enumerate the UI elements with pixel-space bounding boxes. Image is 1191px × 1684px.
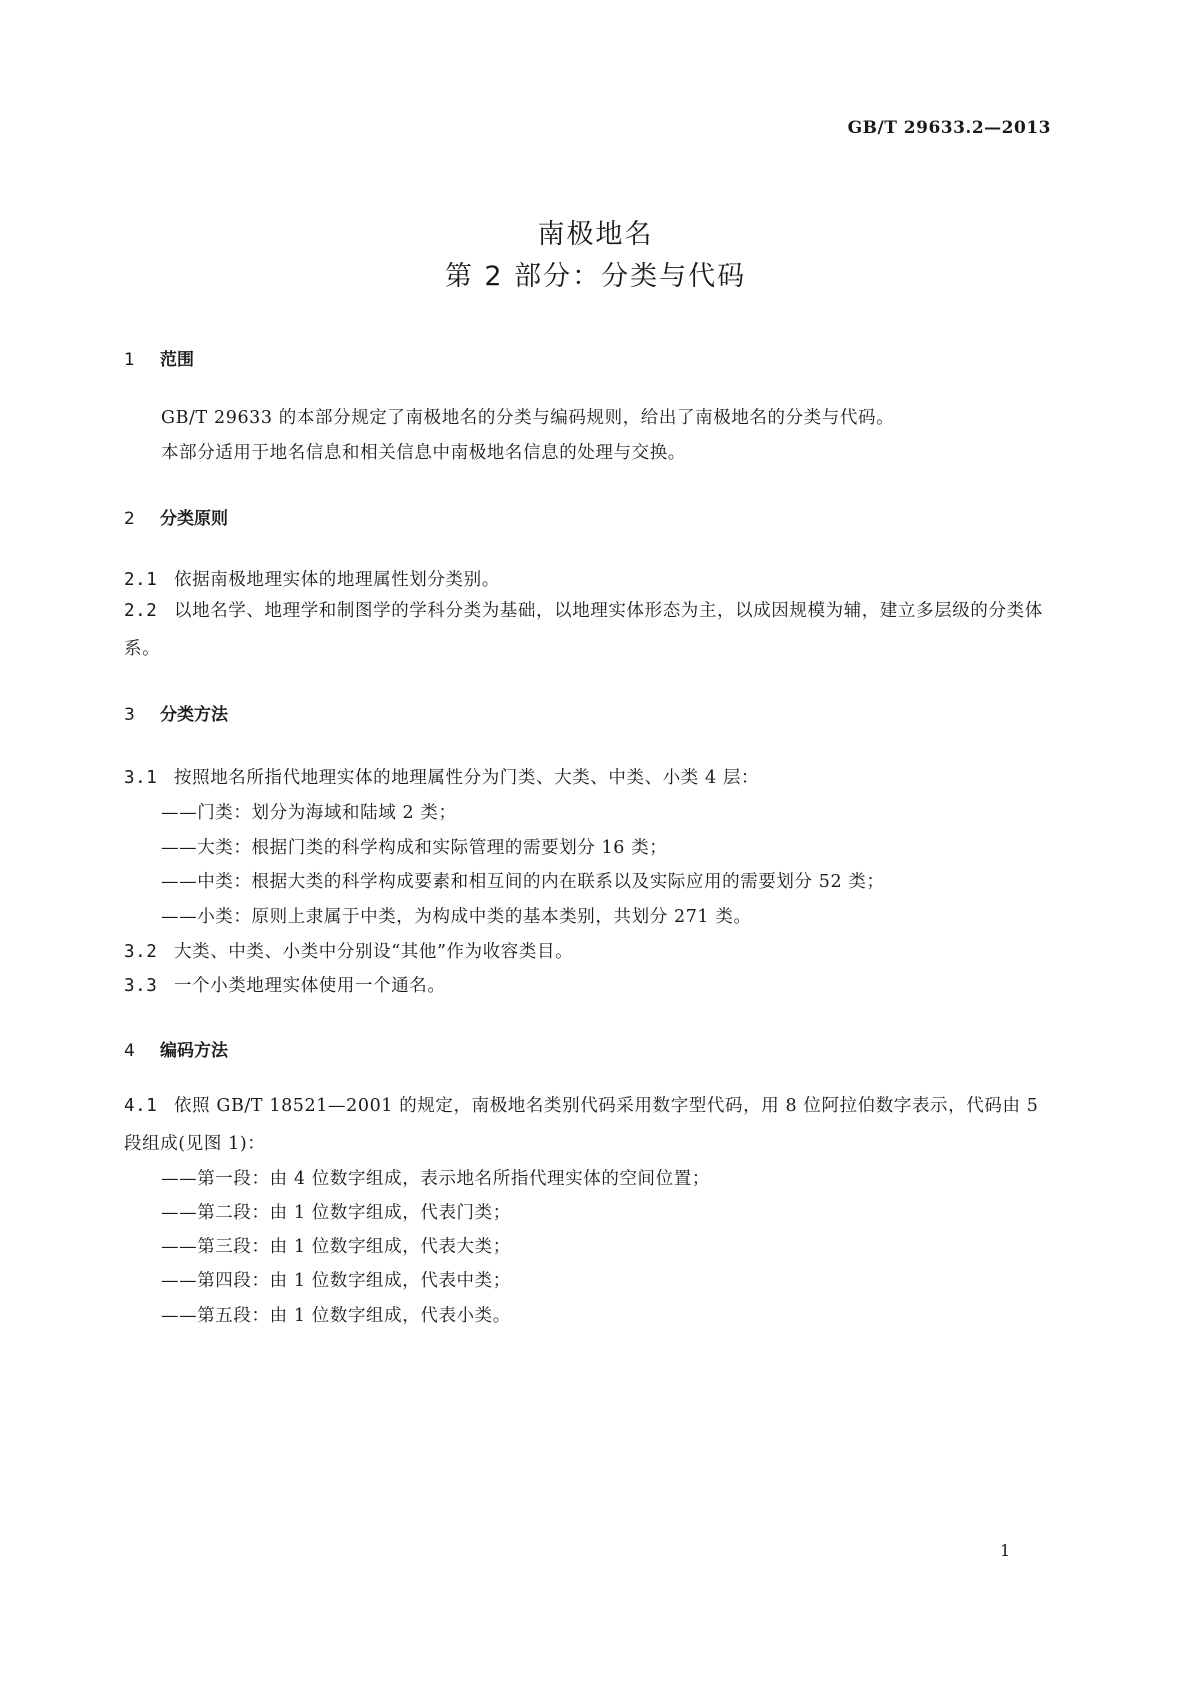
clause-text: 依照 GB/T 18521—2001 的规定，南极地名类别代码采用数字型代码，用 8 位阿拉伯数字表示，代码由 5 段组成(见图 1)： (124, 1096, 1039, 1154)
section-2-heading (124, 504, 228, 529)
clause-number: 3.2 (124, 942, 158, 962)
list-item: ——第三段：由 1 位数字组成，代表大类； (161, 1237, 511, 1257)
section-4-heading (124, 1036, 228, 1061)
clause-3-2 (124, 938, 573, 963)
section-number: 4 (124, 1041, 135, 1061)
section-number: 1 (124, 350, 135, 370)
section-number: 2 (124, 509, 135, 529)
list-item: ——第二段：由 1 位数字组成，代表门类； (161, 1203, 511, 1223)
standard-number: GB/T 29633.2—2013 (847, 118, 1051, 138)
list-item: ——中类：根据大类的科学构成要素和相互间的内在联系以及实际应用的需要划分 52 类； (161, 872, 885, 892)
clause-text: 按照地名所指代地理实体的地理属性分为门类、大类、中类、小类 4 层： (174, 768, 760, 788)
paragraph: GB/T 29633 的本部分规定了南极地名的分类与编码规则，给出了南极地名的分类与代码。 (161, 408, 895, 428)
clause-2-1 (124, 566, 500, 591)
paragraph: 本部分适用于地名信息和相关信息中南极地名信息的处理与交换。 (161, 443, 686, 463)
list-item: ——小类：原则上隶属于中类，为构成中类的基本类别，共划分 271 类。 (161, 907, 752, 927)
section-3-heading (124, 700, 228, 725)
list-item: ——大类：根据门类的科学构成和实际管理的需要划分 16 类； (161, 838, 668, 858)
clause-text: 一个小类地理实体使用一个通名。 (174, 976, 446, 996)
clause-text: 大类、中类、小类中分别设“其他”作为收容类目。 (174, 942, 574, 962)
section-title: 范围 (160, 350, 194, 370)
clause-text: 以地名学、地理学和制图学的学科分类为基础，以地理实体形态为主，以成因规模为辅，建立多层级的分类体系。 (124, 601, 1043, 659)
section-number: 3 (124, 705, 135, 725)
section-title: 分类方法 (160, 705, 228, 725)
clause-number: 3.1 (124, 768, 158, 788)
list-item: ——第五段：由 1 位数字组成，代表小类。 (161, 1306, 511, 1326)
list-item: ——门类：划分为海域和陆域 2 类； (161, 803, 457, 823)
clause-number: 3.3 (124, 976, 158, 996)
list-item: ——第四段：由 1 位数字组成，代表中类； (161, 1271, 511, 1291)
clause-3-3 (124, 972, 446, 997)
clause-4-1 (124, 1087, 1054, 1163)
clause-2-2 (124, 592, 1054, 668)
clause-number: 4.1 (124, 1096, 158, 1116)
section-1-heading (124, 345, 194, 370)
document-subtitle: 第 2 部分：分类与代码 (444, 261, 747, 292)
clause-text: 依据南极地理实体的地理属性划分类别。 (174, 570, 500, 590)
list-item: ——第一段：由 4 位数字组成，表示地名所指代理实体的空间位置； (161, 1169, 710, 1189)
section-title: 编码方法 (160, 1041, 228, 1061)
clause-number: 2.2 (124, 601, 158, 621)
document-title: 南极地名 (537, 219, 654, 250)
section-title: 分类原则 (160, 509, 228, 529)
clause-number: 2.1 (124, 570, 158, 590)
clause-3-1 (124, 764, 759, 789)
page-number: 1 (1000, 1541, 1011, 1560)
